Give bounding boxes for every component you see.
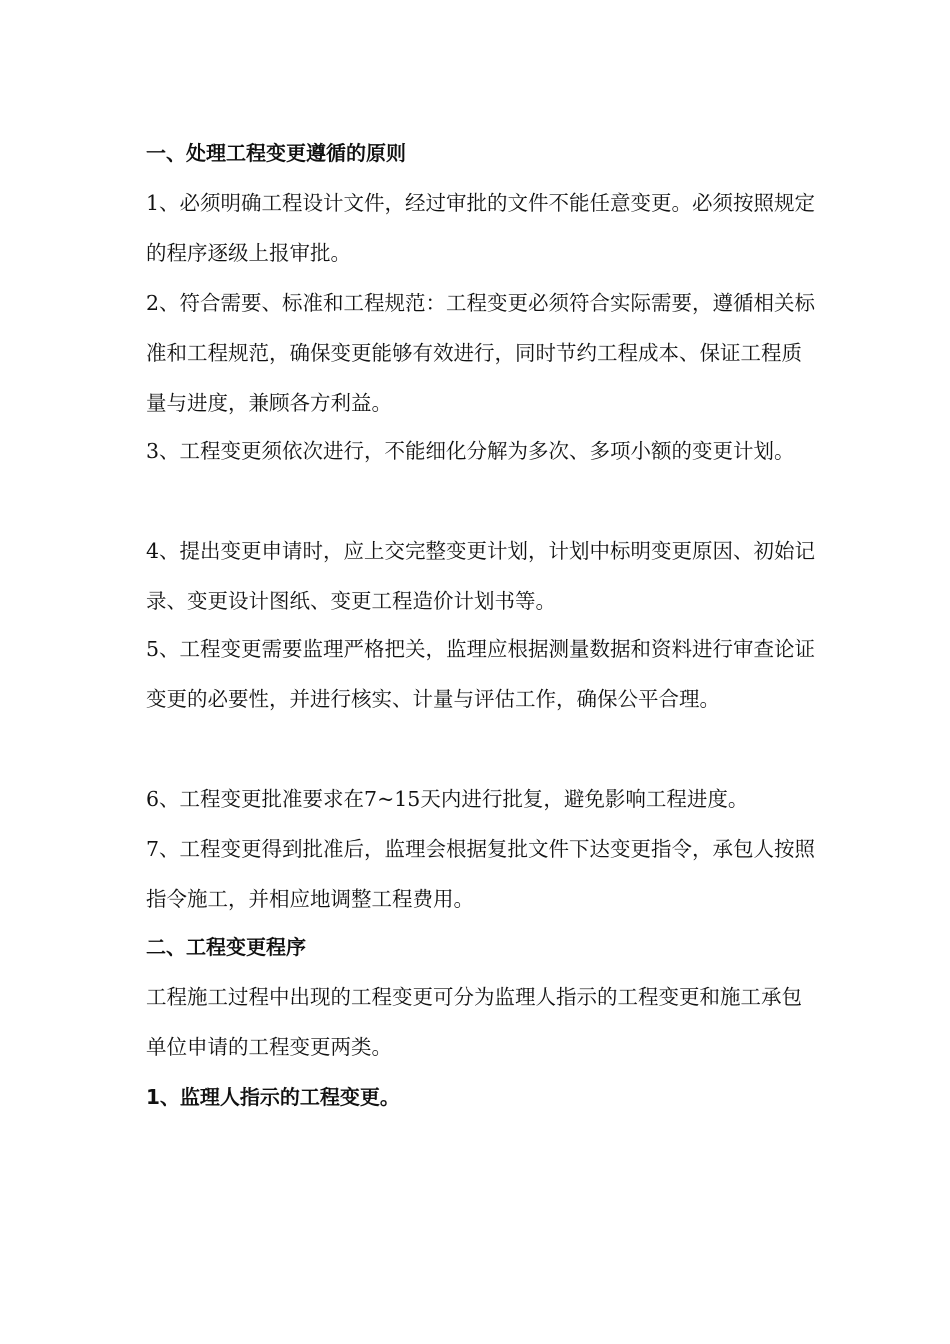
- subsection1-heading: 1、监理人指示的工程变更。: [146, 1085, 400, 1109]
- principle-2: 2、符合需要、标准和工程规范：工程变更必须符合实际需要，遵循相关标准和工程规范，确保变更能够有效进行，同时节约工程成本、保证工程质量与进度，兼顾各方利益。: [146, 291, 816, 415]
- section2-heading: 二、工程变更程序: [146, 935, 306, 959]
- section2-intro: 工程施工过程中出现的工程变更可分为监理人指示的工程变更和施工承包单位申请的工程变更两类。: [146, 985, 802, 1059]
- principle-1: 1、必须明确工程设计文件，经过审批的文件不能任意变更。必须按照规定的程序逐级上报审批。: [146, 191, 816, 265]
- principle-4: 4、提出变更申请时，应上交完整变更计划，计划中标明变更原因、初始记录、变更设计图纸、变更工程造价计划书等。: [146, 539, 816, 613]
- principle-7: 7、工程变更得到批准后，监理会根据复批文件下达变更指令，承包人按照指令施工，并相应地调整工程费用。: [146, 837, 816, 911]
- section1-heading: 一、处理工程变更遵循的原则: [146, 141, 406, 165]
- principle-3: 3、工程变更须依次进行，不能细化分解为多次、多项小额的变更计划。: [146, 439, 795, 463]
- principle-6: 6、工程变更批准要求在7~15天内进行批复，避免影响工程进度。: [146, 787, 749, 811]
- principle-5: 5、工程变更需要监理严格把关，监理应根据测量数据和资料进行审查论证变更的必要性，并进行核实、计量与评估工作，确保公平合理。: [146, 637, 816, 711]
